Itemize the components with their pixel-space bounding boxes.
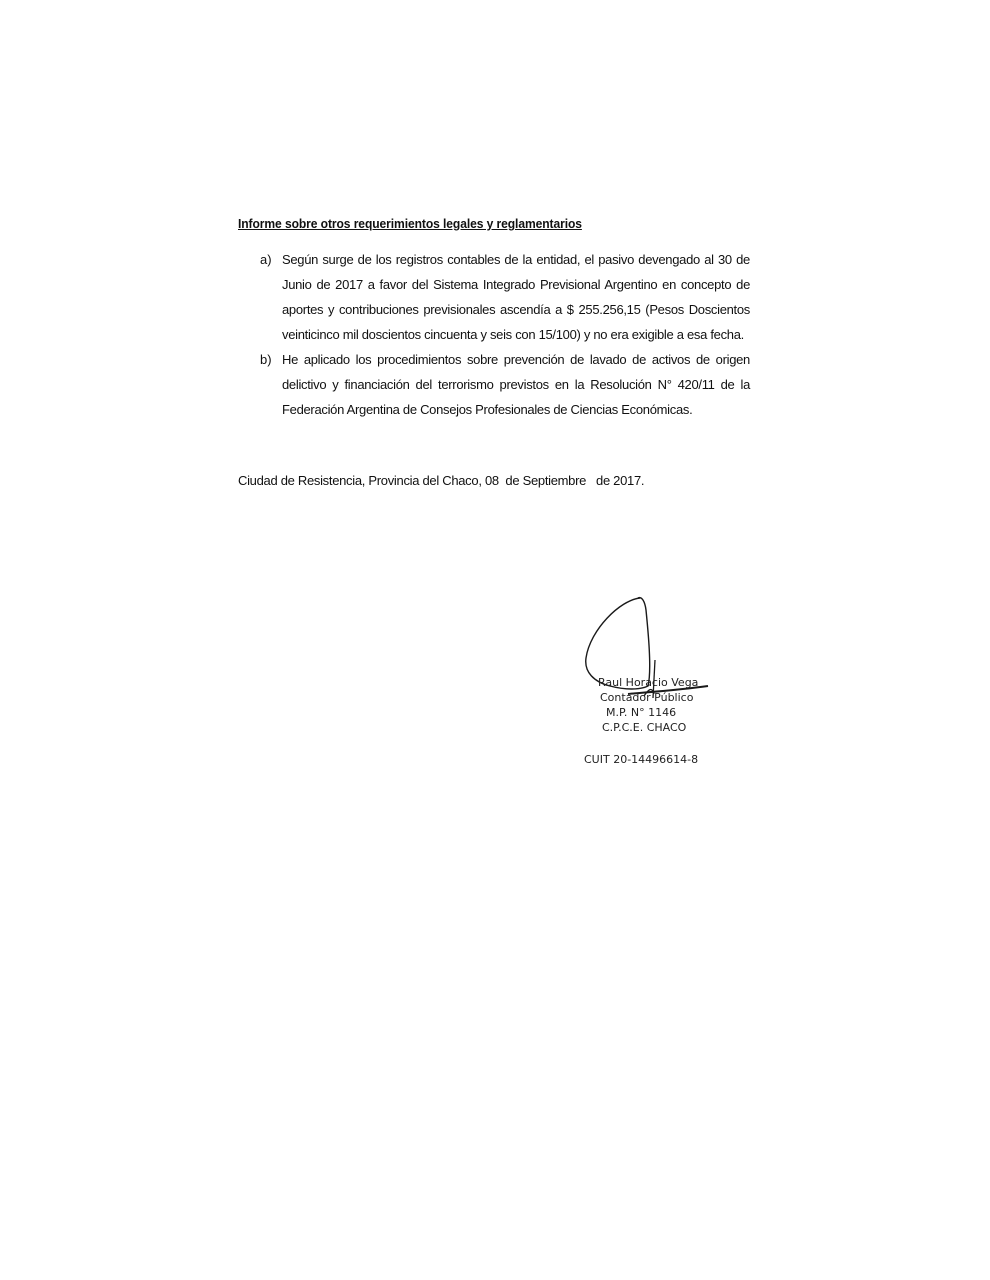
signer-council: C.P.C.E. CHACO	[602, 721, 687, 734]
signer-cuit: CUIT 20-14496614-8	[584, 753, 699, 766]
list-item-marker: a)	[260, 252, 272, 267]
signer-registration: M.P. N° 1146	[606, 706, 677, 719]
list-item-text: Según surge de los registros contables de la entidad, el pasivo devengado al 30 de Junio de 2017 a favor del Sistema Integrado Previsional Argentino en concepto de aportes y contribuciones previsionales ascendía a $ 255.256,15 (Pesos Doscientos veinticinco mil doscientos cincuenta y seis con 15/100) y no era exigible a esa fecha.	[282, 252, 750, 342]
list-item	[260, 247, 750, 347]
list-item-text: He aplicado los procedimientos sobre prevención de lavado de activos de origen delictivo y financiación del terrorismo previstos en la Resolución N° 420/11 de la Federación Argentina de Consejos Profesionales de Ciencias Económicas.	[282, 352, 750, 417]
section-heading: Informe sobre otros requerimientos legales y reglamentarios	[238, 216, 582, 231]
requirements-list	[260, 247, 750, 422]
list-item-marker: b)	[260, 352, 272, 367]
signature-stamp	[590, 675, 720, 735]
list-item	[260, 347, 750, 422]
signer-title: Contador Público	[600, 691, 694, 704]
signer-name: Raul Horacio Vega	[598, 676, 699, 689]
place-and-date: Ciudad de Resistencia, Provincia del Chaco, 08 de Septiembre de 2017.	[238, 473, 645, 488]
